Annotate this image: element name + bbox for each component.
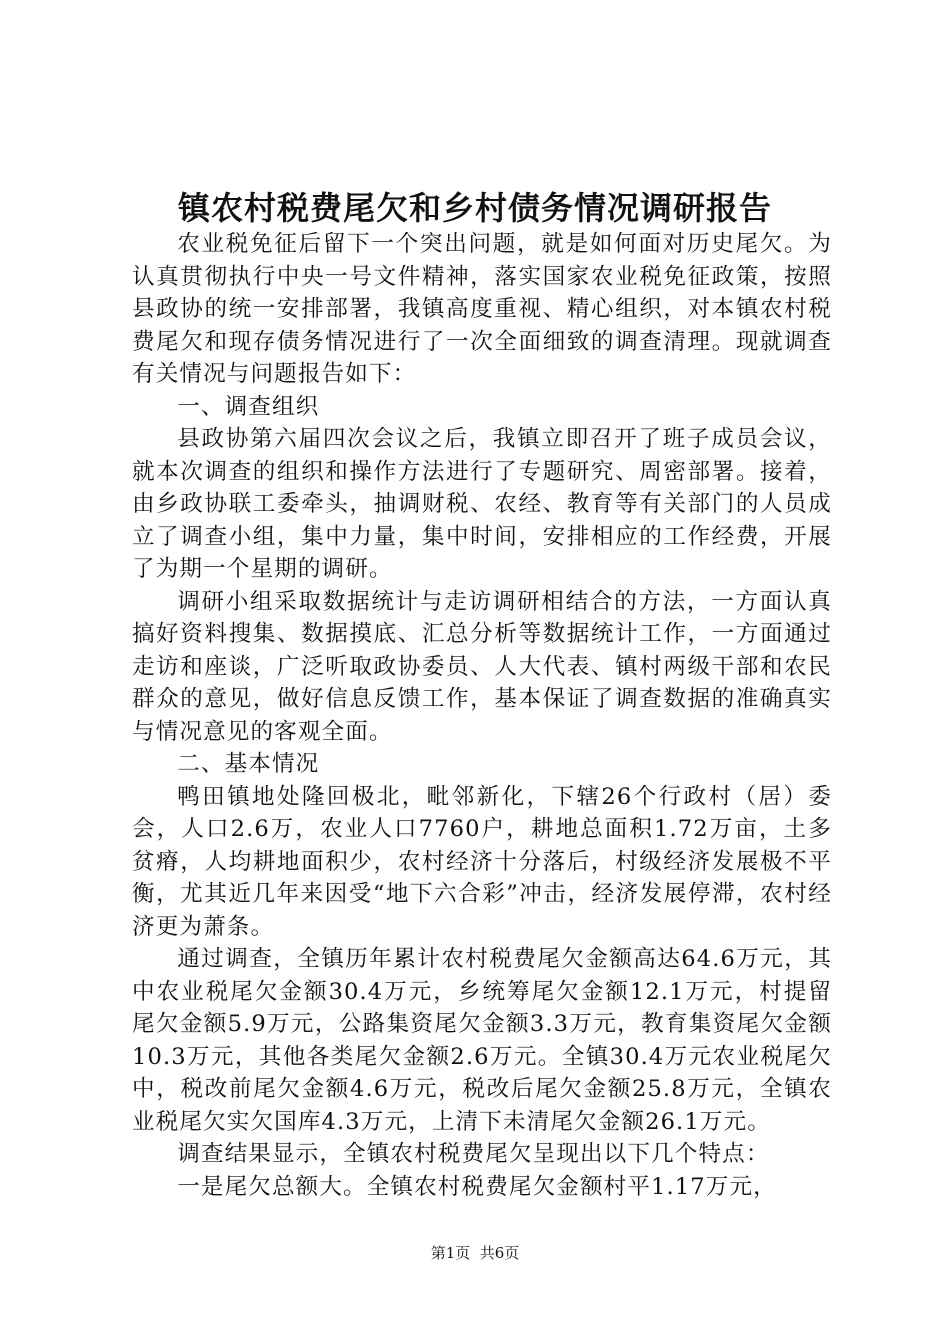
page-number-footer: 第1页 共6页	[430, 1244, 520, 1262]
section-heading-survey-organization: 一、调查组织	[177, 393, 320, 420]
body-paragraph: 调研小组采取数据统计与走访调研相结合的方法，一方面认真搞好资料搜集、数据摸底、汇总分析等数据统计工作，一方面通过走访和座谈，广泛听取政协委员、人大代表、镇村两级干部和农民群众的意见，做好信息反馈工作，基本保证了调查数据的准确真实与情况意见的客观全面。	[132, 588, 832, 745]
intro-paragraph: 农业税免征后留下一个突出问题，就是如何面对历史尾欠。为认真贯彻执行中央一号文件精神，落实国家农业税免征政策，按照县政协的统一安排部署，我镇高度重视、精心组织，对本镇农村税费尾欠和现存债务情况进行了一次全面细致的调查清理。现就调查有关情况与问题报告如下：	[132, 231, 832, 387]
body-paragraph: 通过调查，全镇历年累计农村税费尾欠金额高达64.6万元，其中农业税尾欠金额30.4万元，乡统筹尾欠金额12.1万元，村提留尾欠金额5.9万元，公路集资尾欠金额3.3万元，教育集资尾欠金额10.3万元，其他各类尾欠金额2.6万元。全镇30.4万元农业税尾欠中，税改前尾欠金额4.6万元，税改后尾欠金额25.8万元，全镇农业税尾欠实欠国库4.3万元，上清下未清尾欠金额26.1万元。	[132, 946, 832, 1135]
body-paragraph: 县政协第六届四次会议之后，我镇立即召开了班子成员会议，就本次调查的组织和操作方法进行了专题研究、周密部署。接着，由乡政协联工委牵头，抽调财税、农经、教育等有关部门的人员成立了调查小组，集中力量，集中时间，安排相应的工作经费，开展了为期一个星期的调研。	[132, 426, 832, 582]
body-paragraph: 一是尾欠总额大。全镇农村税费尾欠金额村平1.17万元，	[177, 1173, 777, 1200]
section-heading-basic-situation: 二、基本情况	[177, 751, 320, 777]
body-paragraph: 鸭田镇地处隆回极北，毗邻新化，下辖26个行政村（居）委会，人口2.6万，农业人口7760户，耕地总面积1.72万亩，土多贫瘠，人均耕地面积少，农村经济十分落后，村级经济发展极不平衡，尤其近几年来因受“地下六合彩”冲击，经济发展停滞，农村经济更为萧条。	[132, 783, 832, 940]
document-body	[132, 228, 832, 1203]
document-title: 镇农村税费尾欠和乡村债务情况调研报告	[177, 189, 772, 227]
body-paragraph: 调查结果显示，全镇农村税费尾欠呈现出以下几个特点：	[177, 1141, 770, 1167]
